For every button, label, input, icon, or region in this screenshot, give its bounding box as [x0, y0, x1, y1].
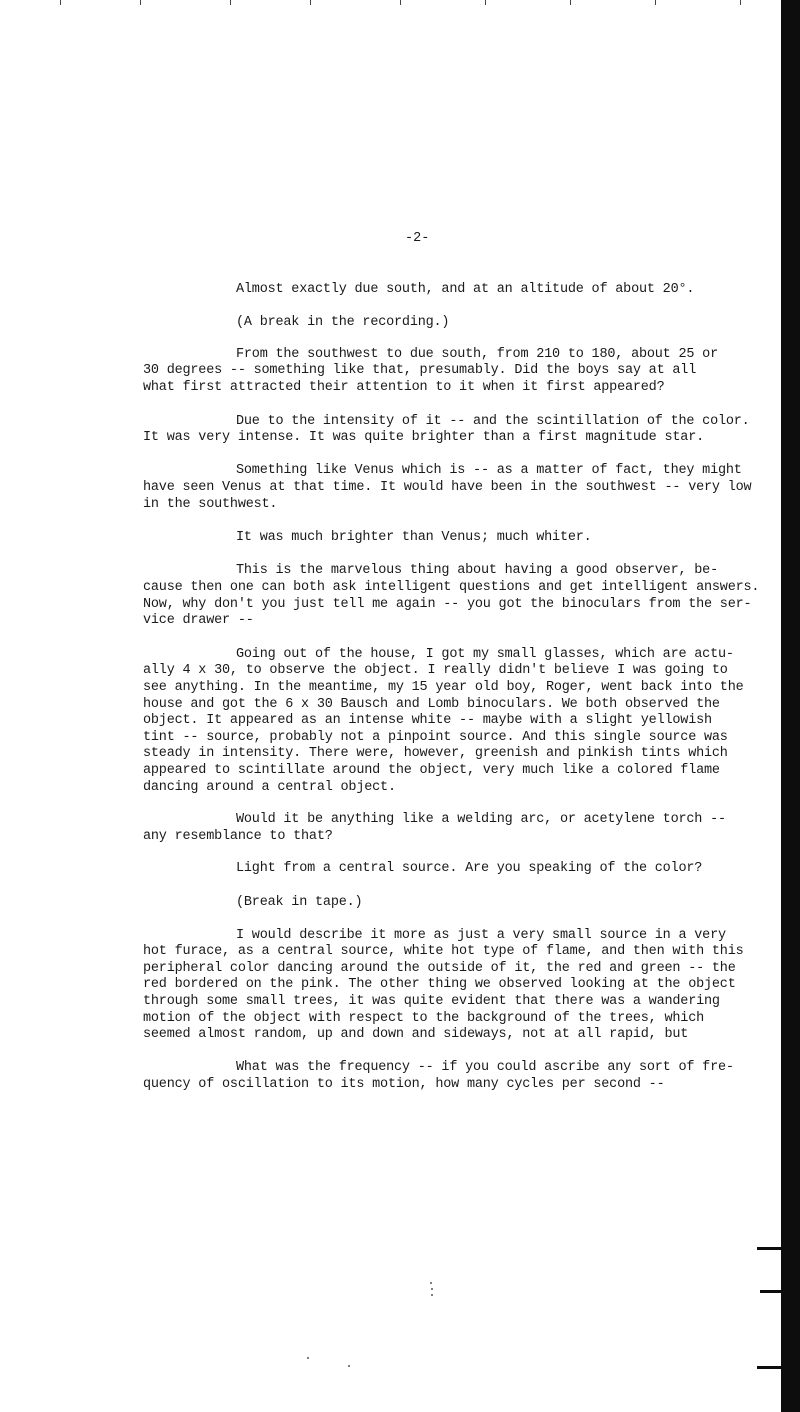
scan-speck	[348, 1365, 350, 1367]
text-line: What was the frequency -- if you could ascribe any sort of fre-	[236, 1060, 734, 1075]
text-line: Now, why don't you just tell me again -- you got the binoculars from the ser-	[143, 597, 752, 612]
text-line: motion of the object with respect to the background of the trees, which	[143, 1011, 704, 1026]
text-line: Light from a central source. Are you speaking of the color?	[236, 861, 703, 876]
text-line: dancing around a central object.	[143, 780, 396, 795]
text-line: I would describe it more as just a very small source in a very	[236, 928, 726, 943]
text-line: It was much brighter than Venus; much whiter.	[236, 530, 592, 545]
text-line: (A break in the recording.)	[236, 315, 450, 330]
scan-tick	[400, 0, 401, 5]
text-line: red bordered on the pink. The other thing we observed looking at the object	[143, 977, 736, 992]
scan-speck	[307, 1357, 309, 1359]
text-line: It was very intense. It was quite brighter than a first magnitude star.	[143, 430, 704, 445]
text-line: see anything. In the meantime, my 15 year old boy, Roger, went back into the	[143, 680, 744, 695]
text-line: (Break in tape.)	[236, 895, 363, 910]
scan-tick	[60, 0, 61, 5]
text-line: peripheral color dancing around the outside of it, the red and green -- the	[143, 961, 736, 976]
text-line: cause then one can both ask intelligent questions and get intelligent answers.	[143, 580, 760, 595]
text-line: This is the marvelous thing about having a good observer, be-	[236, 563, 718, 578]
text-line: ally 4 x 30, to observe the object. I really didn't believe I was going to	[143, 663, 728, 678]
text-line: Due to the intensity of it -- and the scintillation of the color.	[236, 414, 750, 429]
text-line: tint -- source, probably not a pinpoint source. And this single source was	[143, 730, 728, 745]
scan-speck	[431, 1294, 433, 1296]
scan-tick	[740, 0, 741, 5]
scan-tick	[485, 0, 486, 5]
text-line: appeared to scintillate around the object, very much like a colored flame	[143, 763, 720, 778]
text-line: house and got the 6 x 30 Bausch and Lomb binoculars. We both observed the	[143, 697, 720, 712]
scan-speck	[431, 1288, 433, 1290]
scan-speck	[430, 1282, 432, 1284]
text-line: Almost exactly due south, and at an altitude of about 20°.	[236, 282, 695, 297]
scan-mark	[757, 1247, 783, 1250]
text-line: what first attracted their attention to it when it first appeared?	[143, 380, 665, 395]
text-line: any resemblance to that?	[143, 829, 333, 844]
page-number: -2-	[405, 231, 430, 246]
text-line: hot furace, as a central source, white hot type of flame, and then with this	[143, 944, 744, 959]
text-line: through some small trees, it was quite evident that there was a wandering	[143, 994, 720, 1009]
text-line: in the southwest.	[143, 497, 278, 512]
scan-tick	[140, 0, 141, 5]
text-line: Something like Venus which is -- as a matter of fact, they might	[236, 463, 742, 478]
scan-mark	[757, 1366, 783, 1369]
text-line: steady in intensity. There were, however, greenish and pinkish tints which	[143, 746, 728, 761]
scan-tick	[310, 0, 311, 5]
scan-tick	[230, 0, 231, 5]
text-line: Going out of the house, I got my small glasses, which are actu-	[236, 647, 734, 662]
scan-tick	[655, 0, 656, 5]
scan-tick	[570, 0, 571, 5]
text-line: quency of oscillation to its motion, how many cycles per second --	[143, 1077, 665, 1092]
text-line: seemed almost random, up and down and sideways, not at all rapid, but	[143, 1027, 689, 1042]
text-line: From the southwest to due south, from 210 to 180, about 25 or	[236, 347, 718, 362]
text-line: 30 degrees -- something like that, presumably. Did the boys say at all	[143, 363, 697, 378]
text-line: object. It appeared as an intense white -- maybe with a slight yellowish	[143, 713, 712, 728]
scan-edge	[781, 0, 800, 1412]
text-line: have seen Venus at that time. It would have been in the southwest -- very low	[143, 480, 752, 495]
scan-mark	[760, 1290, 783, 1293]
text-line: Would it be anything like a welding arc, or acetylene torch --	[236, 812, 726, 827]
text-line: vice drawer --	[143, 613, 254, 628]
